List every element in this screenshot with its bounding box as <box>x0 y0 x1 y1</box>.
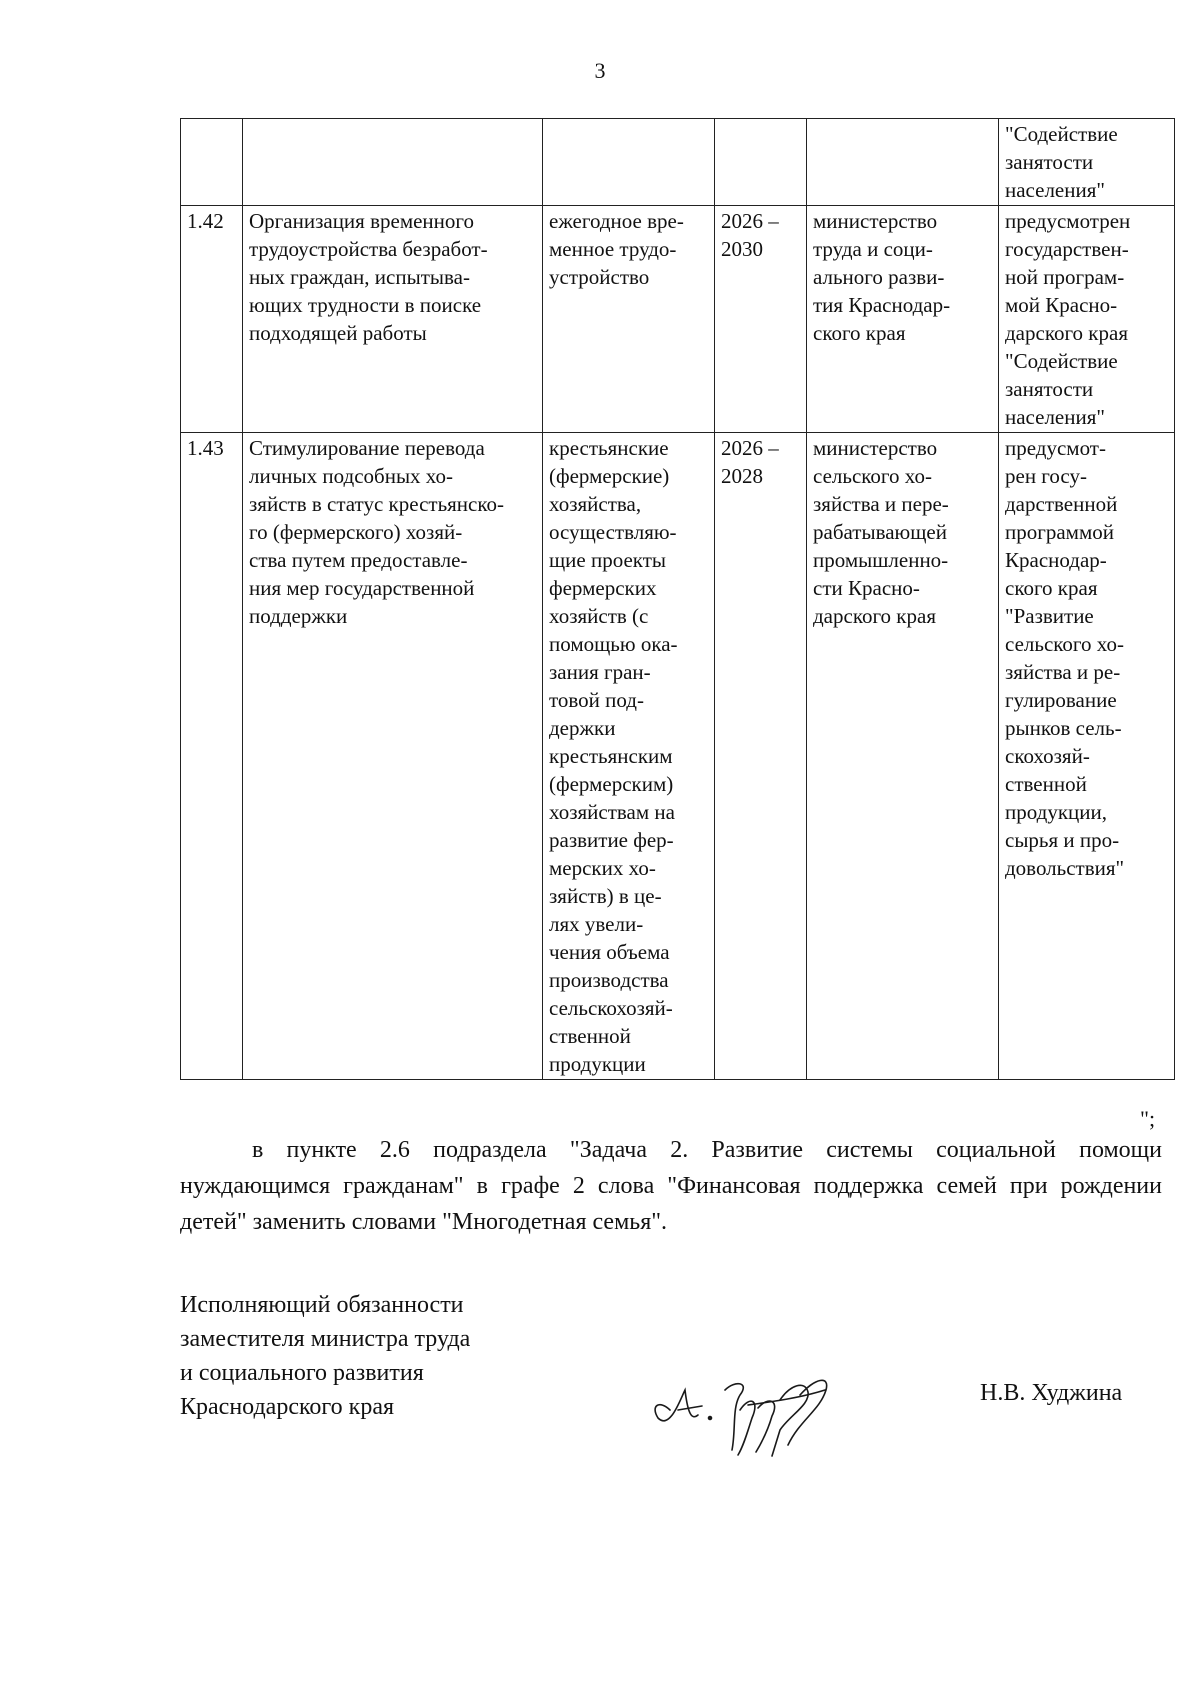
cell-participants <box>543 119 715 206</box>
cell-period-line: 2026 – <box>721 209 779 233</box>
cell-participants-line: хозяйства, <box>549 492 642 516</box>
cell-executor-line: министерство <box>813 436 938 460</box>
cell-period <box>715 206 807 433</box>
cell-participants-line: продукции <box>549 1052 646 1076</box>
cell-financing-line: дарского края <box>1005 321 1128 345</box>
signer-title-line: Исполняющий обязанности <box>180 1292 464 1318</box>
cell-financing-line: гулирование <box>1005 688 1117 712</box>
cell-event-line: ния мер государственной <box>249 576 475 600</box>
cell-participants-line: устройство <box>549 265 650 289</box>
cell-financing-line: программой <box>1005 520 1114 544</box>
cell-executor <box>807 206 999 433</box>
cell-financing-line: скохозяй- <box>1005 744 1090 768</box>
cell-financing-line: мой Красно- <box>1005 293 1118 317</box>
cell-financing-line: предусмот- <box>1005 436 1106 460</box>
cell-event-line: трудоустройства безработ- <box>249 237 488 261</box>
cell-participants-line: крестьянским <box>549 744 673 768</box>
cell-participants-line: зания гран- <box>549 660 651 684</box>
cell-executor-line: зяйства и пере- <box>813 492 949 516</box>
cell-participants-line: ственной <box>549 1024 631 1048</box>
cell-financing-line: довольствия" <box>1005 856 1125 880</box>
cell-participants-line: (фермерские) <box>549 464 670 488</box>
cell-executor-line: промышленно- <box>813 548 949 572</box>
cell-financing-line: продукции, <box>1005 800 1107 824</box>
cell-period <box>715 119 807 206</box>
cell-participants-line: (фермерским) <box>549 772 674 796</box>
cell-participants-line: лях увели- <box>549 912 644 936</box>
table-row <box>181 119 1175 206</box>
cell-financing-line: сырья и про- <box>1005 828 1120 852</box>
cell-executor-line: дарского края <box>813 604 936 628</box>
cell-participants-line: сельскохозяй- <box>549 996 673 1020</box>
cell-executor-line: сти Красно- <box>813 576 920 600</box>
cell-executor-line: труда и соци- <box>813 237 933 261</box>
cell-financing-line: "Развитие <box>1005 604 1094 628</box>
cell-period-line: 2026 – <box>721 436 779 460</box>
cell-financing <box>999 206 1175 433</box>
closing-quote-mark: "; <box>1140 1106 1156 1131</box>
page-number: 3 <box>594 58 606 83</box>
cell-financing-line: дарственной <box>1005 492 1118 516</box>
cell-event-line: подходящей работы <box>249 321 427 345</box>
cell-executor-line: министерство <box>813 209 938 233</box>
cell-financing-line: занятости <box>1005 377 1094 401</box>
cell-participants-line: зяйств) в це- <box>549 884 662 908</box>
cell-financing-line: ственной <box>1005 772 1087 796</box>
cell-executor <box>807 433 999 1080</box>
signer-title <box>180 1288 470 1424</box>
cell-period-line: 2030 <box>721 237 763 261</box>
cell-executor-line: рабатывающей <box>813 520 947 544</box>
cell-financing <box>999 433 1175 1080</box>
cell-event-line: ства путем предоставле- <box>249 548 468 572</box>
cell-executor-line: сельского хо- <box>813 464 932 488</box>
cell-event-line: личных подсобных хо- <box>249 464 453 488</box>
cell-financing-line: занятости <box>1005 150 1094 174</box>
cell-participants-line: производства <box>549 968 669 992</box>
activities-table <box>180 118 1175 1080</box>
cell-number <box>181 119 243 206</box>
cell-executor-line: тия Краснодар- <box>813 293 951 317</box>
cell-financing-line: рынков сель- <box>1005 716 1122 740</box>
cell-financing-line: предусмотрен <box>1005 209 1131 233</box>
cell-number: 1.43 <box>181 433 243 1080</box>
cell-event-line: поддержки <box>249 604 348 628</box>
cell-participants-line: менное трудо- <box>549 237 677 261</box>
handwritten-signature <box>640 1360 860 1460</box>
cell-event-line: го (фермерского) хозяй- <box>249 520 463 544</box>
cell-event-line: Организация временного <box>249 209 474 233</box>
cell-financing-line: рен госу- <box>1005 464 1087 488</box>
signer-title-line: заместителя министра труда <box>180 1326 471 1352</box>
cell-participants-line: товой под- <box>549 688 644 712</box>
cell-event <box>243 119 543 206</box>
cell-participants-line: фермерских <box>549 576 657 600</box>
cell-participants-line: мерских хо- <box>549 856 656 880</box>
cell-financing-line: государствен- <box>1005 237 1129 261</box>
signer-name: Н.В. Худжина <box>980 1380 1123 1406</box>
cell-financing-line: ского края <box>1005 576 1098 600</box>
cell-participants-line: осуществляю- <box>549 520 677 544</box>
cell-participants <box>543 433 715 1080</box>
cell-financing <box>999 119 1175 206</box>
cell-event-line: ных граждан, испытыва- <box>249 265 470 289</box>
cell-event <box>243 206 543 433</box>
cell-participants-line: щие проекты <box>549 548 667 572</box>
cell-participants-line: крестьянские <box>549 436 669 460</box>
cell-participants <box>543 206 715 433</box>
table-row <box>181 433 1175 1080</box>
cell-financing-line: "Содействие <box>1005 349 1118 373</box>
cell-participants-line: чения объема <box>549 940 670 964</box>
cell-financing-line: зяйства и ре- <box>1005 660 1121 684</box>
cell-participants-line: хозяйств (с <box>549 604 649 628</box>
cell-financing-line: Краснодар- <box>1005 548 1107 572</box>
cell-executor-line: ского края <box>813 321 906 345</box>
cell-executor <box>807 119 999 206</box>
signer-title-line: и социального развития <box>180 1360 424 1386</box>
activities-table-body <box>181 119 1175 1080</box>
cell-event-line: ющих трудности в поиске <box>249 293 482 317</box>
cell-period-line: 2028 <box>721 464 763 488</box>
table-row <box>181 206 1175 433</box>
cell-participants-line: помощью ока- <box>549 632 678 656</box>
signer-title-line: Краснодарского края <box>180 1394 395 1420</box>
cell-participants-line: держки <box>549 716 616 740</box>
cell-event-line: Стимулирование перевода <box>249 436 485 460</box>
cell-participants-line: хозяйствам на <box>549 800 675 824</box>
cell-event-line: зяйств в статус крестьянско- <box>249 492 504 516</box>
cell-financing-line: сельского хо- <box>1005 632 1124 656</box>
amendment-paragraph: в пункте 2.6 подраздела "Задача 2. Развитие системы социальной помощи нуждающимся гражданам" в графе 2 слова "Финансовая поддержка семей при рождении детей" заменить словами "Многодетная семья". <box>180 1137 1162 1235</box>
cell-participants-line: ежегодное вре- <box>549 209 684 233</box>
cell-financing-line: "Содействие <box>1005 122 1118 146</box>
cell-period <box>715 433 807 1080</box>
cell-financing-line: ной програм- <box>1005 265 1125 289</box>
cell-number: 1.42 <box>181 206 243 433</box>
cell-financing-line: населения" <box>1005 178 1105 202</box>
cell-participants-line: развитие фер- <box>549 828 674 852</box>
cell-event <box>243 433 543 1080</box>
cell-executor-line: ального разви- <box>813 265 945 289</box>
cell-financing-line: населения" <box>1005 405 1105 429</box>
